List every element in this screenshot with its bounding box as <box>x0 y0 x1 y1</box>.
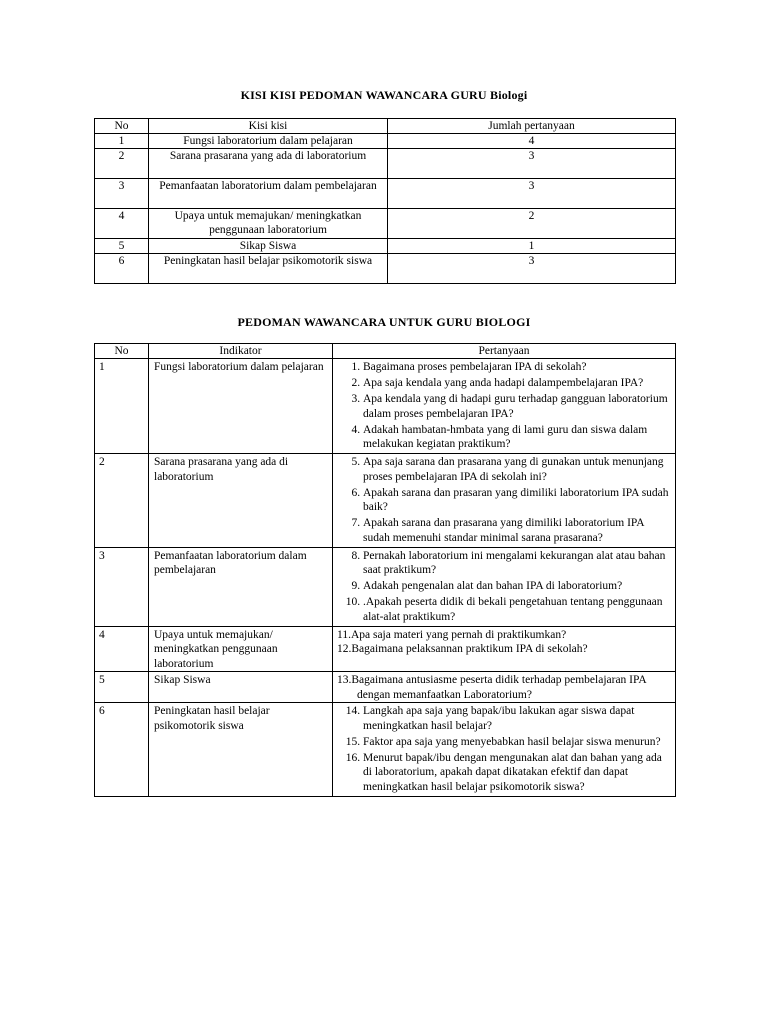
pedoman-table <box>94 343 676 797</box>
row-kisi: Fungsi laboratorium dalam pelajaran <box>149 134 388 149</box>
question-item: 14. Langkah apa saja yang bapak/ibu lakukan agar siswa dapat meningkatkan hasil belajar? <box>363 704 671 733</box>
table-row <box>95 547 676 626</box>
question-item: 10. .Apakah peserta didik di bekali pengetahuan tentang penggunaan alat-alat praktikum? <box>363 595 671 624</box>
row-jumlah: 2 <box>388 209 676 239</box>
question-item: 3. Apa kendala yang di hadapi guru terhadap gangguan laboratorium dalam proses pembelajaran IPA? <box>363 392 671 421</box>
row-no: 6 <box>95 254 149 284</box>
table-row <box>95 179 676 209</box>
question-item: 15. Faktor apa saja yang menyebabkan hasil belajar siswa menurun? <box>363 735 671 750</box>
question-item: 13.Bagaimana antusiasme peserta didik terhadap pembelajaran IPA dengan memanfaatkan Laboratorium? <box>337 674 647 701</box>
table-header-row <box>95 344 676 359</box>
row-pertanyaan <box>333 359 676 454</box>
row-no: 3 <box>95 179 149 209</box>
row-indikator: Pemanfaatan laboratorium dalam pembelajaran <box>149 547 333 626</box>
question-item: 1. Bagaimana proses pembelajaran IPA di sekolah? <box>363 360 671 375</box>
row-pertanyaan <box>333 703 676 797</box>
table-row <box>95 134 676 149</box>
question-list <box>337 704 671 794</box>
question-item: 4. Adakah hambatan-hmbata yang di lami guru dan siswa dalam melakukan kegiatan praktikum? <box>363 423 671 452</box>
kisi-kisi-title: KISI KISI PEDOMAN WAWANCARA GURU Biologi <box>240 88 528 102</box>
header-jumlah: Jumlah pertanyaan <box>388 119 676 134</box>
question-item: 2. Apa saja kendala yang anda hadapi dalampembelajaran IPA? <box>363 376 671 391</box>
header-no: No <box>95 119 149 134</box>
row-no: 2 <box>95 454 149 548</box>
table-row <box>95 359 676 454</box>
header-kisi: Kisi kisi <box>149 119 388 134</box>
question-item: 11.Apa saja materi yang pernah di praktikumkan? <box>337 628 567 641</box>
row-jumlah: 3 <box>388 254 676 284</box>
row-jumlah: 4 <box>388 134 676 149</box>
question-item: 8. Pernakah laboratorium ini mengalami kekurangan alat atau bahan saat praktikum? <box>363 549 671 578</box>
question-item: 12.Bagaimana pelaksannan praktikum IPA di sekolah? <box>337 643 588 655</box>
row-kisi: Sikap Siswa <box>149 239 388 254</box>
pedoman-title: PEDOMAN WAWANCARA UNTUK GURU BIOLOGI <box>237 315 531 329</box>
row-kisi: Pemanfaatan laboratorium dalam pembelajaran <box>149 179 388 209</box>
row-no: 5 <box>95 239 149 254</box>
table-row <box>95 703 676 797</box>
row-kisi: Sarana prasarana yang ada di laboratorium <box>149 149 388 179</box>
table-row <box>95 454 676 548</box>
question-list <box>337 455 671 545</box>
row-indikator: Fungsi laboratorium dalam pelajaran <box>149 359 333 454</box>
header-no: No <box>95 344 149 359</box>
question-item: 9. Adakah pengenalan alat dan bahan IPA di laboratorium? <box>363 579 671 594</box>
row-indikator: Sikap Siswa <box>149 672 333 703</box>
table-header-row <box>95 119 676 134</box>
row-no: 5 <box>95 672 149 703</box>
row-no: 4 <box>95 626 149 672</box>
table-row <box>95 149 676 179</box>
table-row <box>95 672 676 703</box>
row-pertanyaan <box>333 454 676 548</box>
question-list <box>337 360 671 452</box>
kisi-kisi-table <box>94 118 676 284</box>
row-kisi: Peningkatan hasil belajar psikomotorik siswa <box>149 254 388 284</box>
row-pertanyaan <box>333 626 676 672</box>
row-no: 1 <box>95 134 149 149</box>
row-no: 1 <box>95 359 149 454</box>
question-item: 16. Menurut bapak/ibu dengan mengunakan alat dan bahan yang ada di laboratorium, apakah dapat dikatakan efektif dan dapat meningkatkan hasil belajar psikomotorik siswa? <box>363 751 671 795</box>
header-pertanyaan: Pertanyaan <box>333 344 676 359</box>
question-item: 5. Apa saja sarana dan prasarana yang di gunakan untuk menunjang proses pembelajaran IPA di sekolah ini? <box>363 455 671 484</box>
header-indikator: Indikator <box>149 344 333 359</box>
row-no: 2 <box>95 149 149 179</box>
table-row <box>95 239 676 254</box>
row-indikator: Sarana prasarana yang ada di laboratorium <box>149 454 333 548</box>
row-no: 3 <box>95 547 149 626</box>
row-kisi: Upaya untuk memajukan/ meningkatkan penggunaan laboratorium <box>149 209 388 239</box>
question-item: 6. Apakah sarana dan prasaran yang dimiliki laboratorium IPA sudah baik? <box>363 486 671 515</box>
row-pertanyaan <box>333 547 676 626</box>
table-row <box>95 254 676 284</box>
table-row <box>95 209 676 239</box>
question-list <box>337 549 671 625</box>
row-jumlah: 3 <box>388 149 676 179</box>
row-jumlah: 3 <box>388 179 676 209</box>
row-no: 4 <box>95 209 149 239</box>
row-pertanyaan <box>333 672 676 703</box>
table-row <box>95 626 676 672</box>
row-no: 6 <box>95 703 149 797</box>
question-item: 7. Apakah sarana dan prasarana yang dimiliki laboratorium IPA sudah memenuhi standar minimal sarana prasarana? <box>363 516 671 545</box>
row-indikator: Peningkatan hasil belajar psikomotorik siswa <box>149 703 333 797</box>
row-jumlah: 1 <box>388 239 676 254</box>
row-indikator: Upaya untuk memajukan/ meningkatkan penggunaan laboratorium <box>149 626 333 672</box>
